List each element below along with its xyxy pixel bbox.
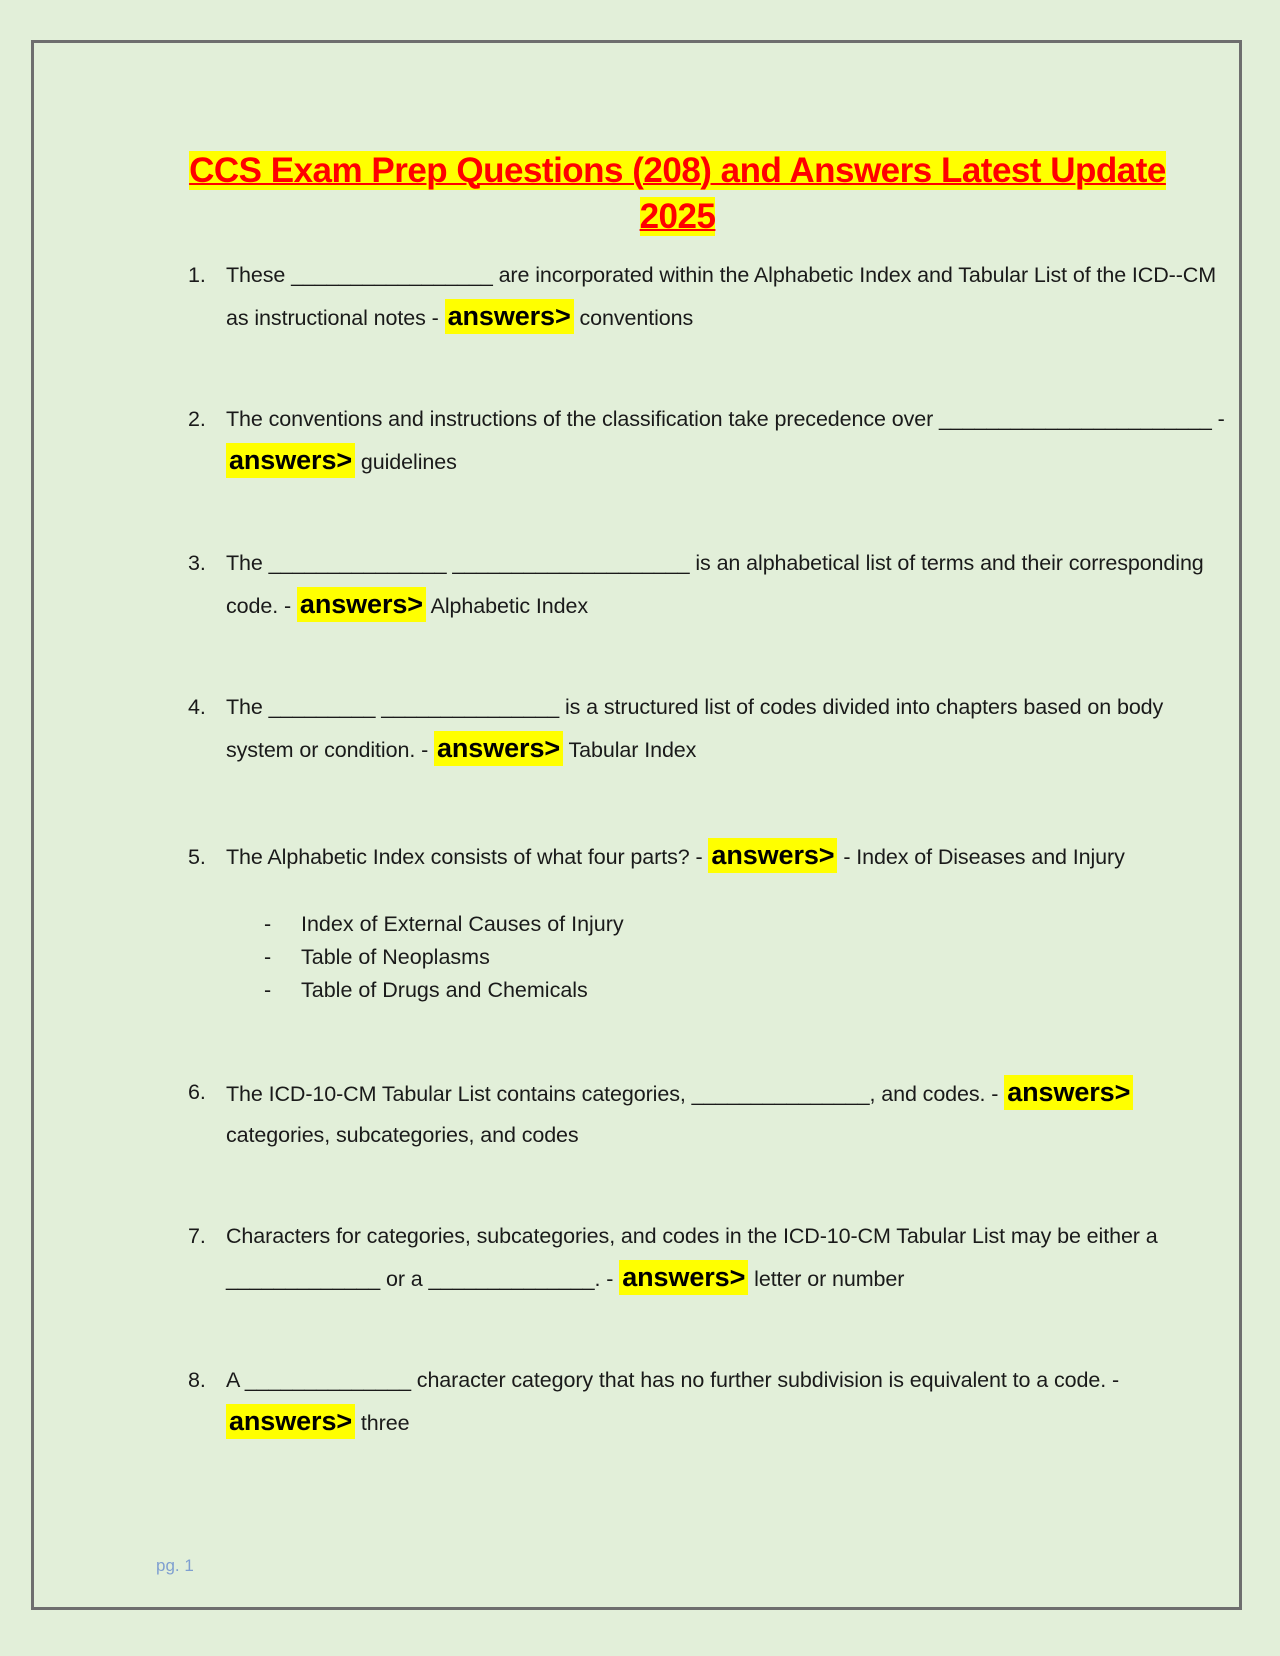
bullet-dash: - bbox=[264, 978, 272, 1002]
answer-text: three bbox=[355, 1411, 410, 1435]
answer-marker: answers> bbox=[226, 443, 355, 478]
question-number: 3. bbox=[188, 551, 206, 575]
sub-item-label: Table of Drugs and Chemicals bbox=[301, 978, 588, 1002]
answer-text: Tabular Index bbox=[563, 738, 697, 762]
answer-text: categories, subcategories, and codes bbox=[226, 1123, 579, 1147]
question-text: The conventions and instructions of the classification take precedence over _______________________ - answers> guidelines bbox=[226, 399, 1226, 483]
bullet-dash: - bbox=[264, 945, 272, 969]
sub-item-label: Table of Neoplasms bbox=[301, 945, 490, 969]
answer-marker: answers> bbox=[708, 838, 837, 873]
question-text: The Alphabetic Index consists of what four parts? - answers> - Index of Diseases and Injury bbox=[226, 837, 1226, 875]
answer-text: Alphabetic Index bbox=[425, 594, 589, 618]
question-number: 1. bbox=[188, 263, 206, 287]
question-text: The ICD-10-CM Tabular List contains categories, _______________, and codes. - answers> categories, subcategories, and codes bbox=[226, 1072, 1226, 1156]
answer-marker: answers> bbox=[297, 587, 426, 622]
answer-text: letter or number bbox=[748, 1267, 905, 1291]
answer-text: - Index of Diseases and Injury bbox=[837, 845, 1125, 869]
page-number: pg. 1 bbox=[156, 1556, 194, 1575]
question-number: 4. bbox=[188, 695, 206, 719]
answer-marker: answers> bbox=[434, 731, 563, 766]
question-text: A ______________ character category that has no further subdivision is equivalent to a code. - answers> three bbox=[226, 1360, 1226, 1444]
question-text: The _______________ ____________________ is an alphabetical list of terms and their corresponding code. - answers> Alphabetic Index bbox=[226, 543, 1226, 627]
answer-marker: answers> bbox=[226, 1404, 355, 1439]
answer-marker: answers> bbox=[445, 299, 574, 334]
sub-item-label: Index of External Causes of Injury bbox=[301, 912, 624, 936]
question-number: 6. bbox=[188, 1080, 206, 1104]
question-number: 2. bbox=[188, 407, 206, 431]
answer-marker: answers> bbox=[619, 1260, 748, 1295]
question-number: 8. bbox=[188, 1368, 206, 1392]
answer-marker: answers> bbox=[1004, 1075, 1133, 1110]
answer-text: guidelines bbox=[355, 450, 457, 474]
question-number: 5. bbox=[188, 845, 206, 869]
bullet-dash: - bbox=[264, 912, 272, 936]
answer-text: conventions bbox=[573, 306, 694, 330]
question-number: 7. bbox=[188, 1224, 206, 1248]
question-text: These _________________ are incorporated within the Alphabetic Index and Tabular List of the ICD--CM as instructional notes - answers> conventions bbox=[226, 255, 1226, 339]
document-title: CCS Exam Prep Questions (208) and Answers Latest Update 2025 bbox=[189, 151, 1166, 236]
question-text: Characters for categories, subcategories, and codes in the ICD-10-CM Tabular List may be either a _____________ or a ______________. - answers> letter or number bbox=[226, 1216, 1226, 1300]
question-text: The _________ _______________ is a structured list of codes divided into chapters based on body system or condition. - answers> Tabular Index bbox=[226, 687, 1226, 771]
